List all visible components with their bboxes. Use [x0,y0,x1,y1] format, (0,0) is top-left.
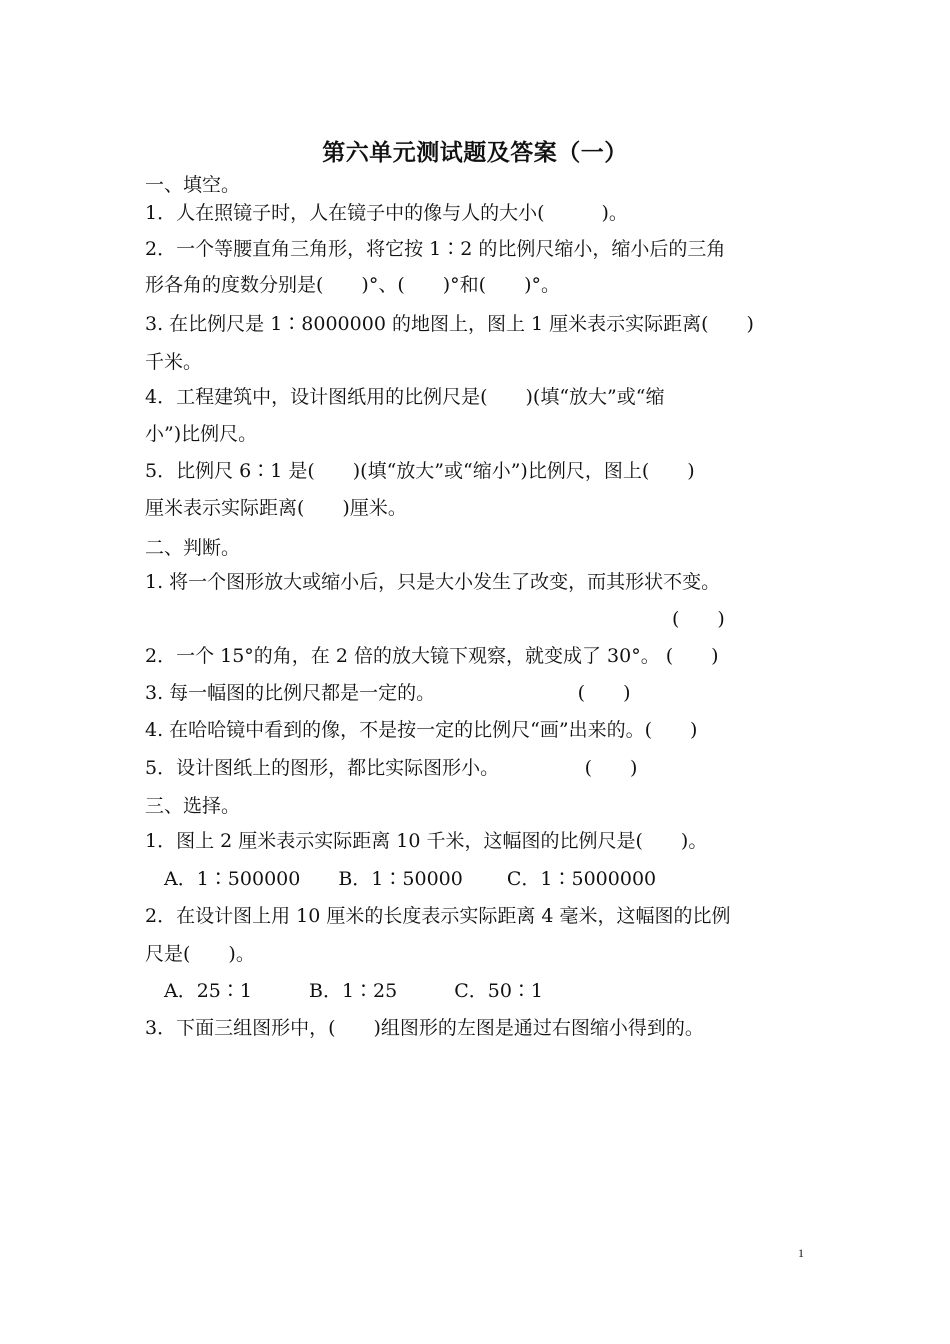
choice-options: A．1∶500000 B．1∶50000 C．1∶5000000 [145,868,657,890]
question-line: 5．比例尺 6∶1 是( )(填“放大”或“缩小”)比例尺，图上( ) [145,460,695,482]
question-line: 2．一个等腰直角三角形，将它按 1∶2 的比例尺缩小，缩小后的三角 [145,238,726,260]
answer-bracket: ( ) [672,608,725,630]
question-line: 4．工程建筑中，设计图纸用的比例尺是( )(填“放大”或“缩 [145,386,665,408]
question-line: 3. 每一幅图的比例尺都是一定的。 ( ) [145,682,631,704]
question-line: 2．一个 15°的角，在 2 倍的放大镜下观察，就变成了 30°。 ( ) [145,645,719,667]
question-line: 形各角的度数分别是( )°、( )°和( )°。 [145,274,560,296]
question-line: 4. 在哈哈镜中看到的像，不是按一定的比例尺“画”出来的。( ) [145,719,698,741]
question-line: 5．设计图纸上的图形，都比实际图形小。 ( ) [145,757,638,779]
question-line: 1．图上 2 厘米表示实际距离 10 千米，这幅图的比例尺是( )。 [145,830,708,852]
question-line: 1. 将一个图形放大或缩小后，只是大小发生了改变，而其形状不变。 [145,571,721,593]
page-title: 第六单元测试题及答案（一） [322,140,628,166]
section-heading-judge: 二、判断。 [145,537,241,559]
choice-options: A．25∶1 B．1∶25 C．50∶1 [145,980,544,1002]
question-line: 小”)比例尺。 [145,423,258,445]
question-line: 尺是( )。 [145,943,255,965]
section-heading-choice: 三、选择。 [145,795,241,817]
question-line: 1．人在照镜子时，人在镜子中的像与人的大小( )。 [145,202,628,224]
page-number: 1 [798,1246,804,1260]
question-line: 3. 在比例尺是 1∶8000000 的地图上，图上 1 厘米表示实际距离( ) [145,313,754,335]
question-line: 厘米表示实际距离( )厘米。 [145,497,407,519]
section-heading-fill: 一、填空。 [145,174,241,196]
question-line: 千米。 [145,351,203,373]
question-line: 3．下面三组图形中，( )组图形的左图是通过右图缩小得到的。 [145,1017,704,1039]
question-line: 2．在设计图上用 10 厘米的长度表示实际距离 4 毫米，这幅图的比例 [145,905,731,927]
